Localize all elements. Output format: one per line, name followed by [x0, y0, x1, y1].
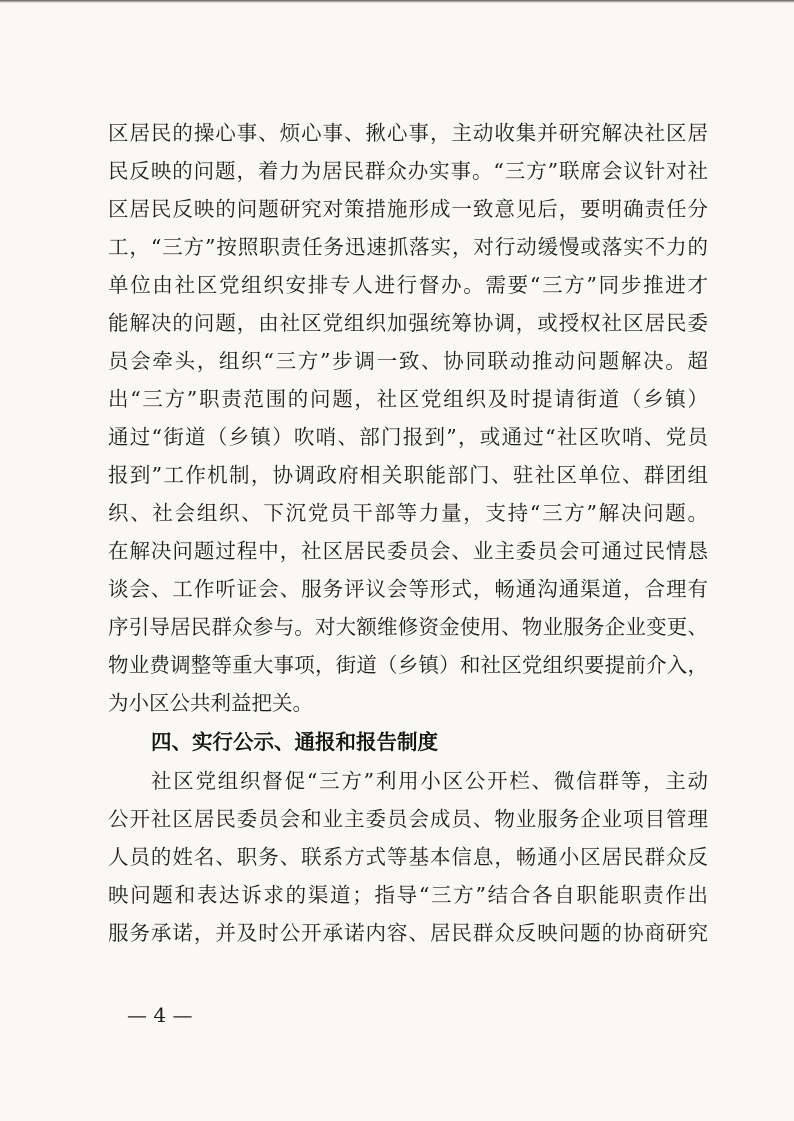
paragraph-line: 能解决的问题，由社区党组织加强统筹协调，或授权社区居民委 [108, 311, 708, 335]
paragraph-line: 出“三方”职责范围的问题，社区党组织及时提请街道（乡镇） [108, 387, 708, 411]
paragraph-line: 工，“三方”按照职责任务迅速抓落实，对行动缓慢或落实不力的 [108, 235, 708, 259]
paragraph-line: 织、社会组织、下沉党员干部等力量，支持“三方”解决问题。 [108, 501, 708, 525]
paragraph-line: 通过“街道（乡镇）吹哨、部门报到”，或通过“社区吹哨、党员 [108, 425, 708, 449]
page-number: — 4 — [127, 1003, 193, 1027]
section-heading: 四、实行公示、通报和报告制度 [151, 730, 438, 754]
paragraph-line: 员会牵头，组织“三方”步调一致、协同联动推动问题解决。超 [108, 349, 708, 373]
paragraph-line: 区居民的操心事、烦心事、揪心事，主动收集并研究解决社区居 [108, 121, 708, 145]
paragraph-line: 公开社区居民委员会和业主委员会成员、物业服务企业项目管理 [108, 807, 708, 831]
paragraph-line: 序引导居民群众参与。对大额维修资金使用、物业服务企业变更、 [108, 615, 708, 639]
paragraph-line: 服务承诺，并及时公开承诺内容、居民群众反映问题的协商研究 [108, 921, 708, 945]
paragraph-line: 人员的姓名、职务、联系方式等基本信息，畅通小区居民群众反 [108, 845, 708, 869]
paragraph-line: 社区党组织督促“三方”利用小区公开栏、微信群等，主动 [151, 769, 708, 793]
paragraph-line: 单位由社区党组织安排专人进行督办。需要“三方”同步推进才 [108, 273, 708, 297]
paragraph-line: 物业费调整等重大事项，街道（乡镇）和社区党组织要提前介入， [108, 653, 708, 677]
paragraph-line: 报到”工作机制，协调政府相关职能部门、驻社区单位、群团组 [108, 463, 708, 487]
paragraph-line: 区居民反映的问题研究对策措施形成一致意见后，要明确责任分 [108, 197, 708, 221]
paragraph-line: 民反映的问题，着力为居民群众办实事。“三方”联席会议针对社 [108, 159, 708, 183]
paragraph-line: 为小区公共利益把关。 [108, 691, 313, 715]
paragraph-line: 谈会、工作听证会、服务评议会等形式，畅通沟通渠道，合理有 [108, 577, 708, 601]
paragraph-line: 在解决问题过程中，社区居民委员会、业主委员会可通过民情恳 [108, 539, 708, 563]
scan-edge-shadow [0, 0, 794, 3]
paragraph-line: 映问题和表达诉求的渠道；指导“三方”结合各自职能职责作出 [108, 883, 708, 907]
